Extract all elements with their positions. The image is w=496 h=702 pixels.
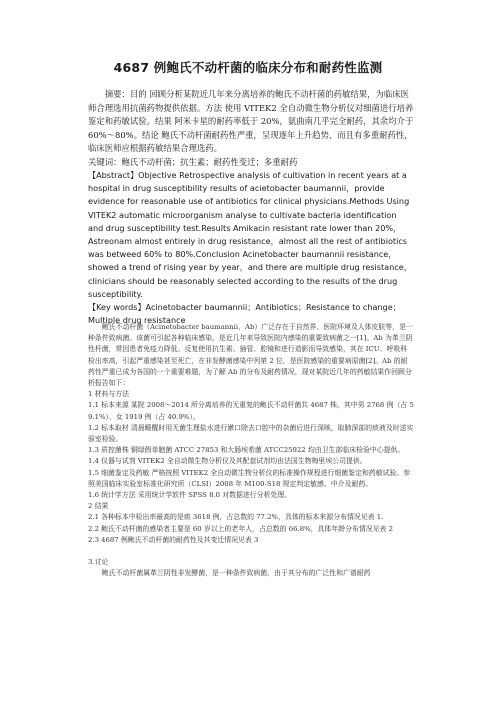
intro-paragraph: 鲍氏不动杆菌（Acinetobacter baumannii，Ab）广泛存在于自然界、医院环境及人体皮肤等，是一种条件致病菌。该菌可引起各种临床感染，是近几年来导致医院内感染的重要致病菌之一[1]。Ab 为革兰阴性杆菌，常因患者免疫力降低、反复使用抗生素、插管、腔镜和进行造影而导致感染，其在 ICU、呼吸科检出率高，引起严重感染甚至死亡，在非发酵菌感染中列第 2 位，是医院感染的重要病原菌[2]。Ab 的耐药性严重已成为各国的一个重要难题，为了解 Ab 的分布及耐药情况，现对某院近几年的药敏结果作回顾分析报告如下：: [88, 323, 413, 388]
abstract-zh: [88, 88, 414, 170]
abstract-zh-text: 摘要：目的 回顾分析某院近几年来分离培养的鲍氏不动杆菌的药敏结果，为临床医师合理选用抗菌药物提供依据。方法 使用 VITEK2 全自动微生物分析仪对细菌进行培养鉴定和药敏试验。结果 阿米卡星的耐药率低于 20%，氨曲南几乎完全耐药，其余均介于 60%～80%。结论 鲍氏不动杆菌耐药性严重，呈现逐年上升趋势，而且有多重耐药性，临床医师应根据药敏结果合理选药。: [88, 89, 414, 154]
section-2-3: 2.3 4687 例鲍氏不动杆菌的耐药性及其变迁情况见表 3: [88, 535, 259, 544]
section-2-2: 2.2 鲍氏不动杆菌的感染者主要是 60 岁以上的老年人，占总数的 66.8%，具体年龄分布情况见表 2: [88, 524, 394, 533]
section-1-2: 1.2 标本取材 清晨睡醒时用无菌生理盐水进行漱口除去口腔中的杂菌后进行深咳，取肺深部的痰液及时送实验室检验。: [88, 423, 414, 444]
paper-title: 4687 例鲍氏不动杆菌的临床分布和耐药性监测: [113, 60, 383, 75]
section-1-heading: 1 材料与方法: [88, 390, 130, 399]
keywords-en: 【Key words】Acinetobacter baumannii；Antibiotics；Resistance to change；Multiple drug resistance: [88, 302, 401, 326]
section-1-6: 1.6 统计学方法 采用统计学软件 SPSS 8.0 对数据进行分析处理。: [88, 491, 292, 500]
abstract-en: [88, 169, 414, 327]
main-body: [88, 322, 414, 579]
section-2-heading: 2 结果: [88, 502, 109, 511]
section-1-5: 1.5 细菌鉴定及药敏 严格按照 VITEK2 全自动微生物分析仪的标准操作规程进行细菌鉴定和药敏试验。参照美国临床实验室标准化研究所（CLSI）2008 年 M100-S18 规定判定敏感、中介及耐药。: [88, 468, 411, 488]
section-1-3: 1.3 质控菌株 铜绿假单胞菌 ATCC 27853 和大肠埃希菌 ATCC25922 均由卫生部临床检验中心提供。: [88, 446, 405, 455]
section-1-4: 1.4 仪器与试剂 VITEK2 全自动微生物分析仪及其配套试剂均由法国生物梅里埃公司提供。: [88, 457, 367, 466]
section-3-heading: 3.讨论: [88, 558, 109, 567]
section-3-text: 鲍氏不动杆菌属革兰阴性非发酵菌，是一种条件致病菌，由于其分布的广泛性和广谱耐药: [101, 569, 371, 578]
keywords-zh: 关键词：鲍氏不动杆菌；抗生素；耐药性变迁；多重耐药: [88, 156, 298, 167]
section-1-1: 1.1 标本来源 某院 2008～2014 所分离培养的无重复的鲍氏不动杆菌共 4687 株，其中男 2768 例（占 59.1%），女 1919 例（占 40.9%）。: [88, 401, 414, 421]
abstract-en-text: 【Abstract】Objective Retrospective analysis of cultivation in recent years at a hospital in drug susceptibility results of acietobacter baumannii，provide evidence for reasonable use of antibiotics for clinical physicians.Methods Using VITEK2 automatic microorganism analyse to cultivate bacteria identification and drug susceptibility test.Results Amikacin resistant rate lower than 20%，Astreonam almost entirely in drug resistance，almost all the rest of antibiotics was betweed 60% to 80%.Conclusion Acinetobacter baumannii resistance，showed a trend of rising year by year，and there are multiple drug resistance，clinicians should be reasonably selected according to the results of the drug susceptibility.: [88, 170, 412, 299]
section-2-1: 2.1 各种标本中检出率最高的是痰 3618 例，占总数的 77.2%，具体的标本来源分布情况见表 1.: [88, 513, 384, 522]
